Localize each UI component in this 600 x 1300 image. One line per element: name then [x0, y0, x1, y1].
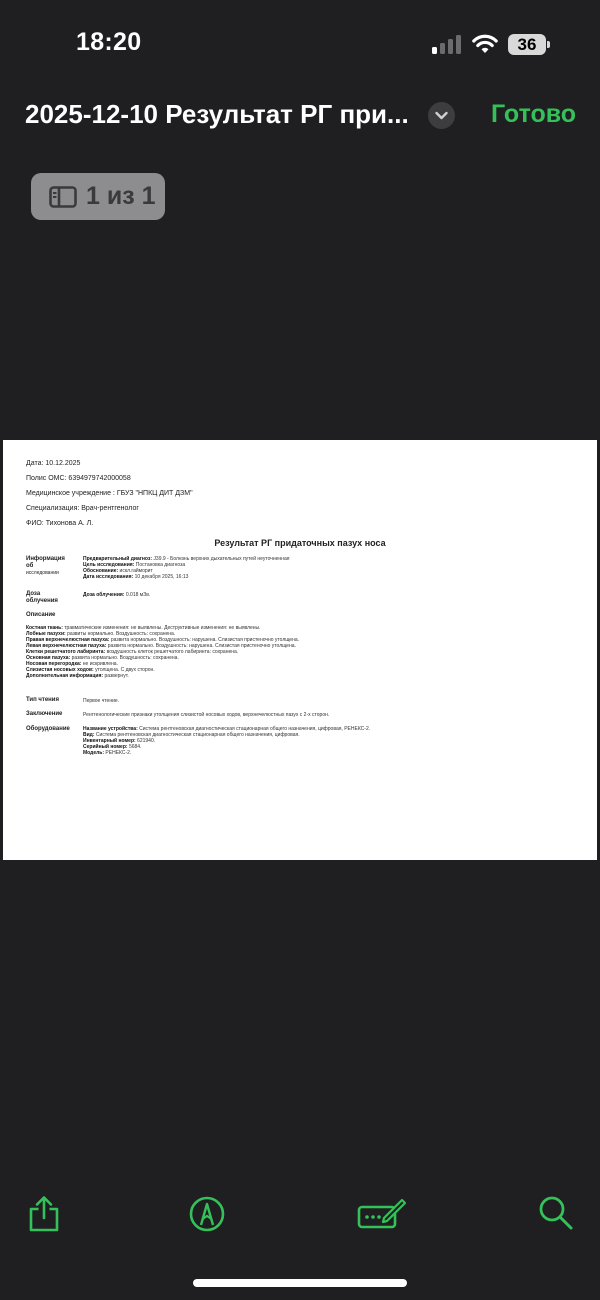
field-value: развита нормально. Воздушность: нарушена. Слизистая пристеночно утолщена.	[106, 643, 296, 649]
signature-icon	[357, 1194, 407, 1234]
field-value: РЕНЕКС-2.	[104, 750, 132, 756]
field-key: Модель:	[83, 750, 105, 756]
field-key: Слизистая носовых ходов:	[26, 667, 94, 673]
field-key: Лобные пазухи:	[26, 631, 66, 637]
markup-button[interactable]	[187, 1194, 227, 1234]
sidebar-icon	[49, 186, 77, 208]
title-menu-button[interactable]	[428, 102, 455, 129]
field-value: развита нормально. Воздушность: сохранена.	[70, 655, 179, 661]
field-value: Постановка диагноза	[134, 562, 186, 568]
field-value: 0.018 мЗв.	[124, 592, 151, 598]
page-counter-label: 1 из 1	[86, 182, 156, 210]
field-value: развиты нормально. Воздушность: сохранена.	[65, 631, 176, 637]
section-label-description: Описание	[26, 612, 56, 618]
share-button[interactable]	[24, 1194, 64, 1234]
reading-value: Первое чтение.	[83, 698, 120, 704]
doc-date: Дата: 10.12.2025	[26, 460, 81, 467]
signature-button[interactable]	[357, 1194, 407, 1234]
search-button[interactable]	[536, 1194, 576, 1234]
doc-institution: Медицинское учреждение : ГБУЗ "НПКЦ ДИТ ДЗМ"	[26, 490, 193, 497]
markup-icon	[187, 1194, 227, 1234]
battery-indicator: 36	[508, 34, 546, 55]
field-value: утолщена. С двух сторон.	[93, 667, 155, 673]
field-value: искл.гайморит	[118, 568, 153, 574]
field-value: J39.9 - Болезнь верхних дыхательных путей неуточненная	[152, 556, 290, 562]
section-label-info	[26, 556, 65, 577]
field-value: 10 декабря 2025, 16:13	[133, 574, 189, 580]
field-key: Инвентарный номер:	[83, 738, 136, 744]
field-value: не искривлена.	[81, 661, 118, 667]
section-label-dose	[26, 591, 58, 605]
doc-specialization: Специализация: Врач-рентгенолог	[26, 505, 139, 512]
doc-fio: ФИО: Тихонова А. Л.	[26, 520, 94, 527]
info-line	[83, 574, 289, 580]
section-label-dose-1: Доза	[26, 591, 41, 597]
section-label-info-1: Информация	[26, 556, 65, 562]
equipment-line	[83, 750, 370, 756]
section-label-info-3: исследовании	[26, 570, 59, 576]
section-label-reading: Тип чтения	[26, 697, 59, 703]
field-key: Дополнительная информация:	[26, 673, 104, 679]
field-value: Система рентгеновская диагностическая стационарная общего назначения, цифровая.	[94, 732, 300, 738]
home-indicator[interactable]	[193, 1279, 407, 1287]
field-value: воздушность клеток решетчатого лабиринта: сохранена.	[105, 649, 239, 655]
field-key: Правая верхнечелюстная пазуха:	[26, 637, 110, 643]
field-key: Вид:	[83, 732, 95, 738]
field-value: развернут.	[103, 673, 129, 679]
section-label-info-2: об	[26, 563, 34, 569]
field-key: Основная пазуха:	[26, 655, 71, 661]
field-value: 5684.	[127, 744, 142, 750]
equipment-values	[83, 726, 370, 756]
document-page[interactable]	[3, 440, 597, 860]
cellular-signal-icon	[432, 35, 462, 54]
field-key: Название устройства:	[83, 726, 138, 732]
field-key: Обоснование:	[83, 568, 119, 574]
doc-heading: Результат РГ придаточных пазух носа	[214, 538, 386, 548]
section-label-conclusion: Заключение	[26, 711, 63, 717]
dose-value	[83, 592, 150, 598]
field-key: Предварительный диагноз:	[83, 556, 153, 562]
info-values	[83, 556, 289, 580]
field-key: Левая верхнечелюстная пазуха:	[26, 643, 107, 649]
field-value: 621940.	[135, 738, 156, 744]
description-line	[26, 673, 299, 679]
field-key: Дата исследования:	[83, 574, 134, 580]
description-list	[26, 625, 299, 679]
wifi-icon	[472, 33, 498, 55]
field-value: развита нормально. Воздушность: нарушена. Слизистая пристеночно утолщена.	[109, 637, 300, 643]
field-value: Система рентгеновская диагностическая стационарная общего назначения, цифровая, РЕНЕКС-2.	[137, 726, 371, 732]
field-key: Серийный номер:	[83, 744, 128, 750]
section-label-dose-2: облучения	[26, 598, 58, 604]
search-icon	[536, 1194, 576, 1234]
field-value: травматические изменения: не выявлены. Деструктивные изменения: не выявлены.	[62, 625, 261, 631]
status-time: 18:20	[76, 28, 142, 56]
share-icon	[24, 1194, 64, 1234]
document-title[interactable]: 2025-12-10 Результат РГ при...	[25, 99, 409, 129]
conclusion-value: Рентгенологические признаки утолщения слизистой носовых ходов, верхнечелюстных пазух с 2-х сторон.	[83, 712, 330, 718]
done-button[interactable]: Готово	[491, 100, 577, 128]
section-label-equipment: Оборудование	[26, 726, 70, 732]
field-key: Доза облучения:	[83, 592, 125, 598]
field-key: Костная ткань:	[26, 625, 63, 631]
battery-nub	[547, 41, 550, 48]
field-key: Носовая перегородка:	[26, 661, 82, 667]
field-key: Цель исследования:	[83, 562, 135, 568]
doc-policy: Полис ОМС: 6394979742000058	[26, 475, 131, 482]
field-key: Клетки решетчатого лабиринта:	[26, 649, 106, 655]
chevron-down-icon	[428, 102, 455, 129]
page-counter-button[interactable]	[31, 173, 165, 220]
